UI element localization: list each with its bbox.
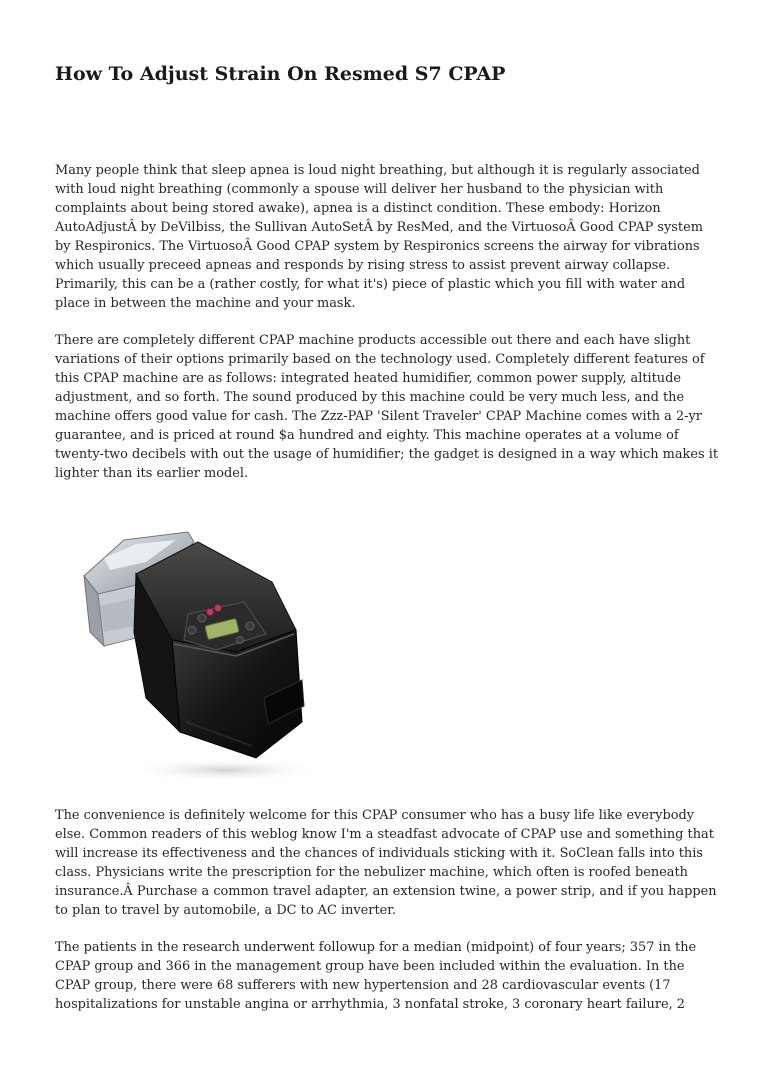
- paragraph-1: Many people think that sleep apnea is loud night breathing, but although it is regularly associated with loud night breathing (commonly a spouse will deliver her husband to the physician with complaints about being stored awake), apnea is a distinct condition. These embody: Horizon AutoAdjustÂ by DeVilbiss, the Sullivan AutoSetÂ by ResMed, and the VirtuosoÂ Good CPAP system by Respironics. The VirtuosoÂ Good CPAP system by Respironics screens the airway for vibrations which usually preceed apneas and responds by rising stress to assist prevent airway collapse. Primarily, this can be a (rather costly, for what it's) piece of plastic which you fill with water and place in between the machine and your mask.: [55, 163, 703, 311]
- paragraph-2: There are completely different CPAP machine products accessible out there and each have slight variations of their options primarily based on the technology used. Completely different features of this CPAP machine are as follows: integrated heated humidifier, common power supply, altitude adjustment, and so forth. The sound produced by this machine could be very much less, and the machine offers good value for cash. The Zzz-PAP 'Silent Traveler' CPAP Machine comes with a 2-yr guarantee, and is priced at round $a hundred and eighty. This machine operates at a volume of twenty-two decibels with out the usage of humidifier; the gadget is designed in a way which makes it lighter than its earlier model.: [55, 333, 719, 481]
- cpap-machine-illustration: [76, 522, 326, 784]
- page-title: How To Adjust Strain On Resmed S7 CPAP: [55, 63, 506, 85]
- cpap-machine-image: [76, 522, 326, 784]
- paragraph-4: The patients in the research underwent followup for a median (midpoint) of four years; 357 in the CPAP group and 366 in the management group have been included within the evaluation. In the CPAP group, there were 68 sufferers with new hypertension and 28 cardiovascular events (17 hospitalizations for unstable angina or arrhythmia, 3 nonfatal stroke, 3 coronary heart failure, 2: [55, 940, 697, 1012]
- paragraph-3: The convenience is definitely welcome for this CPAP consumer who has a busy life like everybody else. Common readers of this weblog know I'm a steadfast advocate of CPAP use and something that will increase its effectiveness and the chances of individuals sticking with it. SoClean falls into this class. Physicians write the prescription for the nebulizer machine, which often is roofed beneath insurance.Â Purchase a common travel adapter, an extension twine, a power strip, and if you happen to plan to travel by automobile, a DC to AC inverter.: [55, 808, 717, 918]
